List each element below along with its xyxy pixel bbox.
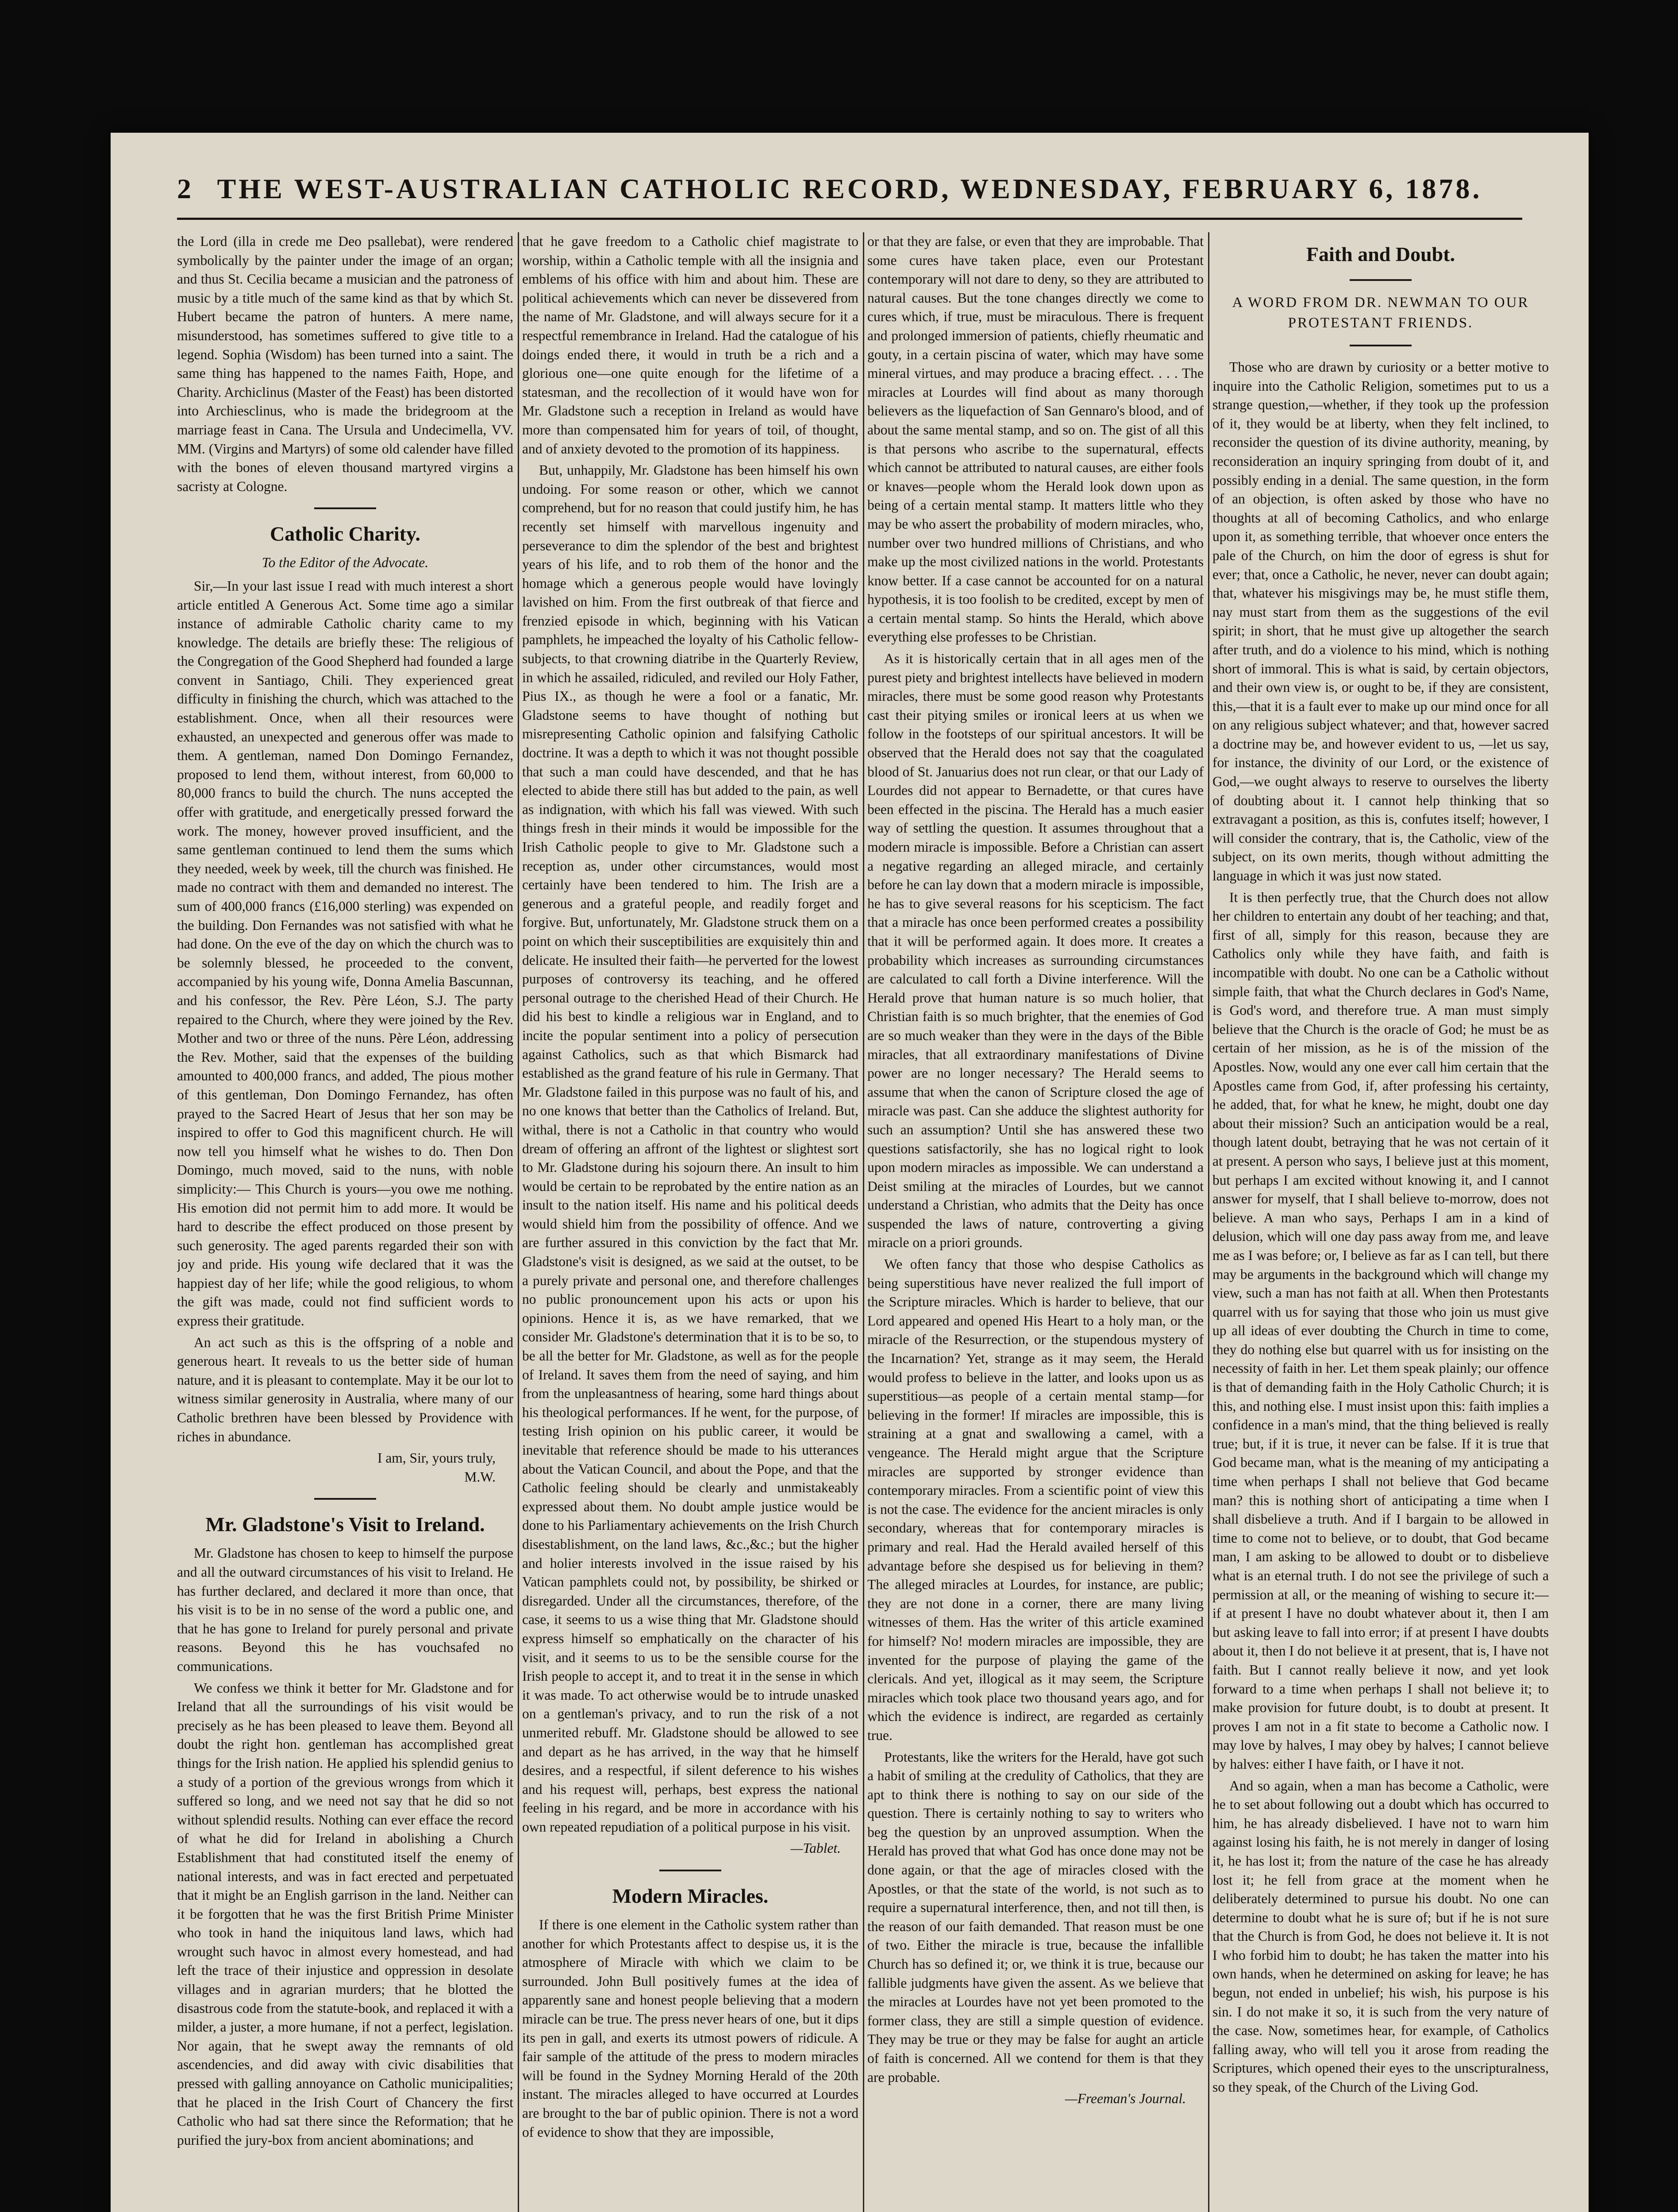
article-paragraph: And so again, when a man has become a Catholic, were he to set about following out a doubt which has occurred to him, he has already disbelieved. I have not to warn him against losing his faith, he is not merely in danger of losing it, he has lost it; from the nature of the case he has already lost it; he fell from grace at the moment when he deliberately determined to pursue his doubt. No one can determine to doubt what he is sure of; but if he is not sure that the Church is from God, he does not believe it. It is not I who forbid him to doubt; he has taken the matter into his own hands, when he determined on asking for leave; he has begun, not ended in unbelief; his wish, his purpose is his sin. I do not make it so, it is such from the very nature of the case. Now, sometimes hear, for example, of Catholics falling away, who will tell you it arose from reading the Scriptures, which opened their eyes to the unscripturalness, so they speak, of the Church of the Living God. [1212,1778,1549,2095]
article-continuation: the Lord (illa in crede me Deo psallebat), were rendered symbolically by the painter under the image of an organ; and thus St. Cecilia became a musician and the patroness of music by a title much of the same kind as that by which St. Hubert became the patron of hunters. A mere name, misunderstood, has sometimes suffered to give title to a legend. Sophia (Wisdom) has been turned into a saint. The same thing has happened to the names Faith, Hope, and Charity. Archiclinus (Master of the Feast) has been distorted into Archiesclinus, who is made the bridegroom at the marriage feast in Cana. The Ursula and Undecimella, VV. MM. (Virgins and Martyrs) of some old calender have filled with the bones of eleven thousand martyred virgins a sacristy at Cologne. [177,234,513,494]
article-paragraph: Sir,—In your last issue I read with much interest a short article entitled A Generous Act. Some time ago a similar instance of admirable Catholic charity came to my knowledge. The details are briefly these: The religious of the Congregation of the Good Shepherd had founded a large convent in Santiago, Chili. They experienced great difficulty in finishing the church, which was attached to the establishment. Once, when all their resources were exhausted, an unexpected and generous offer was made to them. A gentleman, named Don Domingo Fernandez, proposed to lend them, without interest, from 60,000 to 80,000 francs to build the church. The nuns accepted the offer with gratitude, and energetically pressed forward the work. The money, however proved insufficient, and the same gentleman continued to lend them the sums which they needed, week by week, till the church was finished. He made no contract with them and demanded no interest. The sum of 400,000 francs (£16,000 sterling) was expended on the building. Don Fernandes was not satisfied with what he had done. On the eve of the day on which the church was to be solemnly blessed, he proceeded to the convent, accompanied by his young wife, Donna Amelia Bascunnan, and his confessor, the Rev. Père Léon, S.J. The party repaired to the Church, where they were joined by the Rev. Mother and two or three of the nuns. Père Léon, addressing the Rev. Mother, said that the expenses of the building amounted to 400,000 francs, and added, The pious mother of this gentleman, Don Domingo Fernandez, has often prayed to the Sacred Heart of Jesus that her son may be inspired to offer to God this magnificent church. He will now tell you himself what he wishes to do. Then Don Domingo, much moved, said to the nuns, with noble simplicity:— This Church is yours—you owe me nothing. His emotion did not permit him to add more. It would be hard to describe the effect produced on those present by such generosity. The aged parents regarded their son with joy and pride. His young wife declared that it was the happiest day of her life; while the good religious, to whom the gift was made, could not find sufficient words to express their gratitude. [177,578,513,1329]
article-paragraph: We often fancy that those who despise Catholics as being superstitious have never realized the full import of the Scripture miracles. Which is harder to believe, that our Lord appeared and opened His Heart to a holy man, or the miracle of the Resurrection, or the stupendous mystery of the Incarnation? Yet, strange as it may seem, the Herald would profess to believe in the latter, and looks upon us as superstitious—as people of a certain mental stamp—for believing in the former! If miracles are impossible, this is straining at a gnat and swallowing a camel, with a vengeance. The Herald might argue that the Scripture miracles are supported by stronger evidence than contemporary miracles. From a scientific point of view this is not the case. The evidence for the ancient miracles is only secondary, whereas that for contemporary miracles is primary and real. Had the Herald availed herself of this advantage before she despised us for believing in them? The alleged miracles at Lourdes, for instance, are public; they are not done in a corner, there are many living witnesses of them. Has the writer of this article examined for himself? No! modern miracles are impossible, they are invented for the purpose of playing the game of the clericals. And yet, illogical as it may seem, the Scripture miracles which took place two thousand years ago, and for which the evidence is indirect, are regarded as certainly true. [867,1256,1204,1743]
article-paragraph: Mr. Gladstone has chosen to keep to himself the purpose and all the outward circumstances of his visit to Ireland. He has further declared, and declared it more than once, that his visit is to be in no sense of the word a public one, and that he has gone to Ireland for purely personal and private reasons. Beyond this he has vouchsafed no communications. [177,1545,513,1674]
letter-initials: M.W. [464,1469,496,1485]
column-4 [1212,232,1549,2212]
letter-signoff: I am, Sir, yours truly, [377,1450,496,1466]
section-rule [314,1498,376,1500]
article-headline-gladstone: Mr. Gladstone's Visit to Ireland. [205,1513,485,1536]
column-1 [177,232,513,2212]
column-divider [1208,232,1209,2212]
article-credit: —Freeman's Journal. [1065,2091,1186,2107]
newspaper-page [111,133,1589,2212]
column-3 [867,232,1204,2212]
article-paragraph: that he gave freedom to a Catholic chief magistrate to worship, within a Catholic temple with all the insignia and emblems of his office with him and about him. These are political achievements which can never be dissevered from the name of Mr. Gladstone, and will always secure for it a respectful remembrance in Ireland. Had the catalogue of his doings ended there, it would in truth be a rich and a glorious one—one quite enough for the lifetime of a statesman, and the recollection of it would have won for Mr. Gladstone such a reception in Ireland as would have more than compensated him for years of toil, of thought, and of anxiety devoted to the promotion of its happiness. [522,234,858,457]
masthead-title: THE WEST-AUSTRALIAN CATHOLIC RECORD, WEDNESDAY, FEBRUARY 6, 1878. [217,173,1482,204]
article-paragraph: We confess we think it better for Mr. Gladstone and for Ireland that all the surroundings of his visit would be precisely as he has been pleased to leave them. Beyond all doubt the right hon. gentleman has accomplished great things for the Irish nation. He applied his splendid genius to a study of a portion of the grevious wrongs from which it suffered so long, and we need not say that he did so not without splendid results. Nothing can ever efface the record of what he did for Ireland in abolishing a Church Establishment that had constituted itself the enemy of national interests, and was in fact erected and perpetuated that it might be an English garrison in the land. Neither can it be forgotten that he was the first British Prime Minister who took in hand the iniquitous land laws, which had wrought such havoc in almost every homestead, and had left the trace of their injustice and oppression in desolate villages and in agrarian murders; that he blotted the disastrous code from the statute-book, and replaced it with a milder, a juster, a more humane, if not a perfect, legislation. Nor again, that he swept away the remnants of old ascendencies, and did away with civic disabilities that pressed with galling annoyance on Catholic municipalities; that he placed in the Irish Court of Chancery the first Catholic who had sat there since the Reformation; that he purified the jury-box from ancient abominations; and [177,1680,513,2148]
column-2 [522,232,858,2212]
masthead [177,173,1522,212]
section-rule [1350,345,1412,346]
article-paragraph: If there is one element in the Catholic system rather than another for which Protestants affect to despise us, it is the atmosphere of Miracle with which we claim to be surrounded. John Bull positively fumes at the idea of apparently sane and honest people believing that a modern miracle can be true. The press never hears of one, but it dips its pen in gall, and exerts its utmost powers of ridicule. A fair sample of the attitude of the press to modern miracles will be found in the Sydney Morning Herald of the 20th instant. The miracles alleged to have occurred at Lourdes are brought to the bar of public opinion. There is not a word of evidence to show that they are impossible, [522,1917,858,2140]
column-divider [863,232,864,2212]
article-credit: —Tablet. [790,1840,841,1856]
section-rule [1350,279,1412,281]
article-paragraph: It is then perfectly true, that the Church does not allow her children to entertain any doubt of her teaching; and that, first of all, simply for this reason, because they are Catholics only while they have faith, and faith is incompatible with doubt. No one can be a Catholic without simple faith, that what the Church declares in God's Name, is God's word, and therefore true. A man must simply believe that the Church is the oracle of God; he must be as certain of her mission, as he is of the mission of the Apostles. Now, would any one ever call him certain that the Apostles came from God, if, after professing his certainty, he added, that, for what he knew, he might, doubt one day about their mission? Such an anticipation would be a real, though latent doubt, betraying that he was not certain of it at present. A person who says, I believe just at this moment, but perhaps I am excited without knowing it, and I cannot answer for myself, that I shall believe to-morrow, does not believe. A man who says, Perhaps I am in a kind of delusion, which will one day pass away from me, and leave me as I was before; or, I believe as far as I can tell, but there may be arguments in the background which will change my view, such a man has not faith at all. When then Protestants quarrel with us for saying that those who join us must give up all ideas of ever doubting the Church in time to come, they do nothing else but quarrel with us for insisting on the necessity of faith in her. Let them speak plainly; our offence is that of demanding faith in the Holy Catholic Church; it is this, and nothing else. I must insist upon this: faith implies a confidence in a man's mind, that the thing believed is really true; but, if it is true, it never can be false. If it is true that God became man, what is the meaning of my anticipating a time when perhaps I shall not believe that God became man? this is nothing short of anticipating a time when I shall disbelieve a truth. And if I bargain to be allowed in time to come not to believe, or to doubt, that God became man, I am asking to be allowed to doubt or to disbelieve what is an eternal truth. I do not see the privilege of such a permission at all, or the meaning of wishing to secure it:—if at present I have no doubt whatever about it, then I am but asking leave to fall into error; if at present I have doubts about it, then I do not believe it at present, that is, I have not faith. But I cannot really believe it now, and yet look forward to a time when perhaps I shall not believe it; to make provision for future doubt, is to doubt at present. It proves I am not in a fit state to become a Catholic now. I may love by halves, I may obey by halves; I cannot believe by halves: either I have faith, or I have it not. [1212,889,1549,1772]
article-paragraph: But, unhappily, Mr. Gladstone has been himself his own undoing. For some reason or other, which we cannot comprehend, but for no reason that could justify him, he has recently set himself with marvellous ingenuity and perseverance to dim the splendor of the best and brightest years of his life, and to rob them of the honor and the homage which a generous people would have lovingly lavished on him. From the first outbreak of that fierce and frenzied episode in which, beginning with his Vatican pamphlets, he impeached the loyalty of his Catholic fellow-subjects, to that crowning diatribe in the Quarterly Review, in which he assailed, ridiculed, and reviled our Holy Father, Pius IX., as though he were a fool or a fanatic, Mr. Gladstone seems to have thought of nothing but misrepresenting Catholic opinion and falsifying Catholic doctrine. It was a depth to which it was not thought possible that such a man could have descended, and that he has elected to abide there still has but added to the pain, as well as indignation, with which his fall was viewed. With such things fresh in their minds it would be impossible for the Irish Catholic people to give to Mr. Gladstone such a reception as, under other circumstances, would most certainly have been tendered to him. The Irish are a generous and a grateful people, and readily forget and forgive. But, unfortunately, Mr. Gladstone struck them on a point on which their susceptibilities are exquisitely thin and delicate. He insulted their faith—he perverted for the lowest purposes of controversy its teaching, and he offered personal outrage to the cherished Head of their Church. He did his best to kindle a religious war in England, and to incite the popular sentiment into a policy of persecution against Catholics, such as that which Bismarck had established as the grand feature of his rule in Germany. That Mr. Gladstone failed in this purpose was no fault of his, and no one knows that better than the Catholics of Ireland. But, withal, there is not a Catholic in that country who would dream of offering an affront of the lightest or slightest sort to Mr. Gladstone during his sojourn there. An insult to him would be certain to be reprobated by the entire nation as an insult to the nation itself. His name and his political deeds would shield him from the possibility of offence. And we are further assured in this conviction by the fact that Mr. Gladstone's visit is designed, as we said at the outset, to be a purely private and personal one, and therefore challenges no public pronouncement upon his acts or upon his opinions. Hence it is, as we have remarked, that we consider Mr. Gladstone's determination that it is to be so, to be all the better for Mr. Gladstone, as well as for the people of Ireland. It saves them from the need of saying, and him from the unpleasantness of hearing, some hard things about his theological performances. If he went, for the purpose, of testing Irish opinion on his public career, it would be inevitable that reference should be made to his utterances about the Vatican Council, and about the Pope, and that the Catholic feeling should be clearly and unmistakeably expressed about them. No doubt ample justice would be done to his Parliamentary achievements on the Irish Church disestablishment, on the land laws, &c.,&c.; but the higher and holier interests involved in the issue raised by his Vatican pamphlets could not, by possibility, be shirked or disregarded. Under all the circumstances, therefore, of the case, it seems to us a wise thing that Mr. Gladstone should express himself so emphatically on the character of his visit, and it seems to us to be the sensible course for the Irish people to accept it, and to treat it in the sense in which it was made. To act otherwise would be to intrude unasked on a gentleman's privacy, and to run the risk of a not unmerited rebuff. Mr. Gladstone should be allowed to see and depart as he has arrived, in the way that he himself desires, and a respectful, if silent deference to his wishes and his request will, perhaps, best express the national feeling in his regard, and be more in accordance with his own repeated repudiation of a political purpose in his visit. [522,462,858,1835]
article-paragraph: As it is historically certain that in all ages men of the purest piety and brightest intellects have believed in modern miracles, there must be some good reason why Protestants cast their pitying smiles or ironical leers at us when we follow in the footsteps of our spiritual ancestors. It will be observed that the Herald does not say that the coagulated blood of St. Januarius does not run clear, or that our Lady of Lourdes did not appear to Bernadette, or that cures have been effected in the piscina. The Herald has a much easier way of settling the question. It assumes throughout that a modern miracle is impossible. Before a Christian can assert a negative regarding an alleged miracle, and certainly before he can lay down that a modern miracle is impossible, he has to give several reasons for his scepticism. The fact that a miracle has once been performed creates a possibility that it will be performed again. It does more. It creates a probability which increases as surrounding circumstances are calculated to call forth a Divine interference. Will the Herald prove that human nature is so much holier, that Christian faith is so much brighter, that the enemies of God are so much weaker than they were in the days of the Bible miracles, that all extraordinary manifestations of Divine power are no longer necessary? The Herald seems to assume that when the canon of Scripture closed the age of miracle was past. Can she adduce the slightest authority for such an assumption? Until she has answered these two questions satisfactorily, she has no logical right to look upon modern miracles as impossible. We can understand a Deist smiling at the miracles of Lourdes, but we cannot understand a Christian, who admits that the Deity has once suspended the laws of nature, controverting a giving miracle on a priori grounds. [867,651,1204,1251]
article-headline-charity: Catholic Charity. [270,522,420,545]
page-number: 2 [177,173,194,204]
section-rule [659,1870,721,1871]
section-rule [314,507,376,509]
article-paragraph: An act such as this is the offspring of a noble and generous heart. It reveals to us the better side of human nature, and it is pleasant to contemplate. May it be our lot to witness similar generosity in Australia, where many of our Catholic brethren have been blessed by Providence with riches in abundance. [177,1334,513,1444]
article-paragraph: Those who are drawn by curiosity or a better motive to inquire into the Catholic Religion, sometimes put to us a strange question,—whether, if they took up the profession of it, they would be at liberty, when they felt inclined, to reconsider the question of its divine authority, meaning, by reconsideration an inquiry springing from doubt of it, and possibly ending in a denial. The same question, in the form of an objection, is often asked by those who have no thoughts at all of becoming Catholics, and who enlarge upon it, as something terrible, that whoever once enters the pale of the Church, on him the door of egress is shut for ever; that, once a Catholic, he never, never can doubt again; that, whatever his misgivings may be, he must stifle them, nay must start from them as the suggestions of the evil spirit; in short, that he must give up altogether the search after truth, and do a violence to his mind, which is nothing short of immoral. This is what is said, by certain objectors, and their own view is, or ought to be, if they are consistent, this,—that it is a fault ever to make up our mind once for all on any religious subject whatever; and that, however sacred a doctrine may be, and however evident to us, —let us say, for instance, the divinity of our Lord, or the existence of God,—we ought always to reserve to ourselves the liberty of doubting about it. I cannot help thinking that so extravagant a position, as this is, confutes itself; however, I will consider the contrary, that is, the Catholic, view of the subject, on its own merits, though without admitting the language in which it was just now stated. [1212,359,1549,884]
article-headline-faith: Faith and Doubt. [1306,243,1455,265]
article-paragraph: Protestants, like the writers for the Herald, have got such a habit of smiling at the credulity of Catholics, that they are apt to think there is nothing to say on our side of the question. There is certainly nothing to say to writers who beg the question by an unproved assumption. When the Herald has proved that what God has once done may not be done again, or that the age of miracles closed with the Apostles, or that the state of the world, is not such as to require a supernatural interference, then, and not till then, is the reason of our faith demanded. That reason must be one of two. Either the miracle is true, because the infallible Church has so defined it; or, we think it is true, because our fallible judgments have given the assent. As we believe that the miracles at Lourdes have not yet been promoted to the former class, they are still a simple question of evidence. They may be true or they may be false for aught an article of faith is concerned. All we contend for them is that they are probable. [867,1749,1204,2085]
article-paragraph: or that they are false, or even that they are improbable. That some cures have taken place, even our Protestant contemporary will not dare to deny, so they are attributed to natural causes. But the tone changes directly we come to cures which, if true, must be miraculous. There is frequent and prolonged immersion of patients, chiefly rheumatic and gouty, in a certain piscina of water, which may have some mineral virtues, and may produce a bracing effect. . . . The miracles at Lourdes will find about as many thorough believers as the liquefaction of San Gennaro's blood, and of about the same mental stamp, and so on. The gist of all this is that persons who ascribe to the supernatural, effects which cannot be attributed to natural causes, are either fools or knaves—people whom the Herald look down upon as being of a certain mental stamp. It matters little who they may be who assert the probability of modern miracles, who, number over two hundred millions of Christians, and who make up the most civilized nations in the world. Protestants know better. If a case cannot be accounted for on a natural hypothesis, it is too foolish to be credited, except by men of a certain mental stamp. So hints the Herald, which above everything else professes to be Christian. [867,234,1204,645]
article-headline-miracles: Modern Miracles. [612,1885,769,1908]
column-divider [518,232,519,2212]
masthead-rule [177,218,1522,220]
article-dedication: To the Editor of the Advocate. [262,555,429,571]
article-subhead: A WORD FROM DR. NEWMAN TO OUR PROTESTANT FRIENDS. [1232,295,1529,331]
